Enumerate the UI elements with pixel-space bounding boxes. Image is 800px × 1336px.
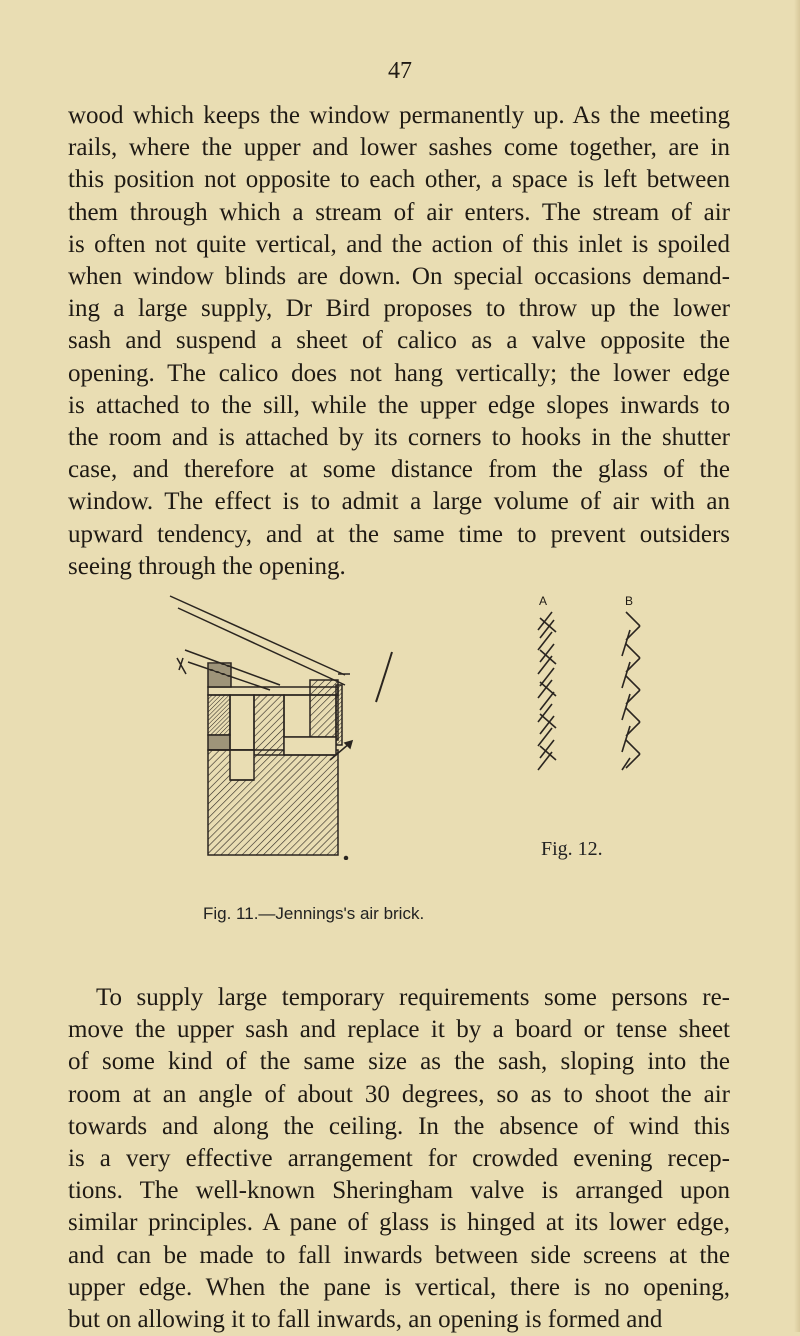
fig-12-column-b <box>622 612 640 770</box>
text-line: but on allowing it to fall inwards, an opening is formed and <box>68 1306 663 1334</box>
text-line: is attached to the sill, while the upper edge slopes inwards to <box>68 391 730 419</box>
text-line: the room and is attached by its corners to hooks in the shutter <box>68 424 730 452</box>
page-number: 47 <box>388 58 412 84</box>
fig-11-caption: Fig. 11.—Jennings's air brick. <box>203 904 425 923</box>
paragraph-1 <box>68 100 730 583</box>
fig-12-caption: Fig. 12. <box>541 838 603 860</box>
paragraph-2 <box>68 982 730 1336</box>
text-line: seeing through the opening. <box>68 552 346 580</box>
page-edge-shadow <box>794 0 800 1332</box>
text-line: of some kind of the same size as the sash, sloping into the <box>68 1048 730 1076</box>
text-line: when window blinds are down. On special occasions demand- <box>68 263 730 291</box>
text-line: wood which keeps the window permanently up. As the meeting <box>68 102 730 129</box>
text-line: is often not quite vertical, and the action of this inlet is spoiled <box>68 230 730 258</box>
text-line: this position not opposite to each other, a space is left between <box>68 166 730 194</box>
fig-11-drawing <box>170 596 392 860</box>
text-line: towards and along the ceiling. In the absence of wind this <box>68 1112 730 1140</box>
text-line: opening. The calico does not hang vertically; the lower edge <box>68 359 730 387</box>
text-line: To supply large temporary requirements some persons re- <box>96 984 730 1011</box>
figures-illustration <box>160 590 700 860</box>
text-line: upward tendency, and at the same time to prevent outsiders <box>68 520 730 548</box>
text-line: ing a large supply, Dr Bird proposes to throw up the lower <box>68 295 730 323</box>
fig-12-label-a: A <box>539 594 548 608</box>
fig-12-drawing <box>538 612 640 770</box>
text-line: similar principles. A pane of glass is hinged at its lower edge, <box>68 1209 730 1237</box>
text-line: sash and suspend a sheet of calico as a valve opposite the <box>68 327 730 355</box>
text-line: room at an angle of about 30 degrees, so as to shoot the air <box>68 1080 730 1108</box>
text-line: them through which a stream of air enters. The stream of air <box>68 198 730 226</box>
text-line: upper edge. When the pane is vertical, there is no opening, <box>68 1273 730 1301</box>
text-line: and can be made to fall inwards between side screens at the <box>68 1241 730 1269</box>
text-line: window. The effect is to admit a large volume of air with an <box>68 488 730 516</box>
text-line: tions. The well-known Sheringham valve is arranged upon <box>68 1177 730 1205</box>
fig-12-label-b: B <box>625 594 634 608</box>
text-line: is a very effective arrangement for crowded evening recep- <box>68 1145 730 1173</box>
text-line: rails, where the upper and lower sashes come together, are in <box>68 134 730 162</box>
fig-12-column-a <box>538 612 556 770</box>
text-line: move the upper sash and replace it by a board or tense sheet <box>68 1016 730 1044</box>
text-line: case, and therefore at some distance from the glass of the <box>68 456 730 484</box>
